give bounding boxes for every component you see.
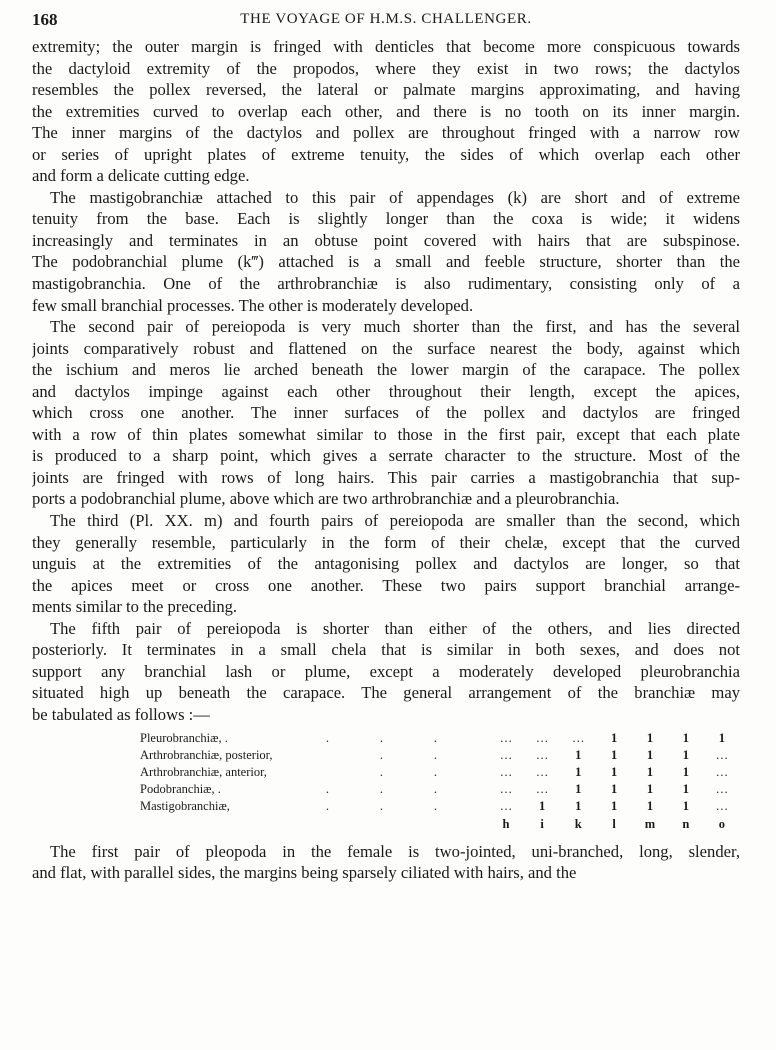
leader-dot: . [433,764,437,779]
row-label: Mastigobranchiæ, [140,799,230,814]
table-row [140,764,740,781]
table-cell: 1 [611,747,618,762]
leader-dot: . [325,799,329,814]
table-row [140,730,740,747]
table-cell: … [571,730,585,745]
table-cell: … [715,747,729,762]
table-cell: 1 [682,730,689,745]
text-line: is produced to a sharp point, which gives a serrate character to the structure. Most of the [32,446,740,466]
leader-dot: . [379,782,383,797]
text-line: posteriorly. It terminates in a small chela that is similar in both sexes, and does not [32,640,740,660]
table-cell: … [499,747,513,762]
text-line: The mastigobranchiæ attached to this pair of appendages (k) are short and of extreme [50,187,740,207]
text-line: or series of upright plates of extreme tenuity, the sides of which overlap each other [32,144,740,164]
leader-dot: . [433,747,437,762]
text-line: increasingly and terminates in an obtuse point covered with hairs that are subspinose. [32,230,740,250]
table-cell: 1 [682,782,689,797]
column-letter: n [682,816,690,831]
spacer [326,816,380,833]
table-row [140,747,740,764]
text-line: The fifth pair of pereiopoda is shorter than either of the others, and lies directed [50,618,740,638]
leader-dot: . [379,799,383,814]
text-line: and dactylos impinge against each other throughout their length, except the apices, [32,381,740,401]
row-label: Pleurobranchiæ, . [140,730,228,745]
leader-dot: . [433,799,437,814]
text-line: few small branchial processes. The other is moderately developed. [32,295,474,315]
table-cell: … [499,730,513,745]
table-cell: … [715,782,729,797]
column-letter: k [574,816,582,831]
branchiae-table [140,730,740,833]
leader-dot: . [433,782,437,797]
table-cell: 1 [611,764,618,779]
paragraph [32,510,740,618]
text-line: The podobranchial plume (k‴) attached is a small and feeble structure, shorter than the [32,252,740,272]
table-cell: 1 [718,730,725,745]
table-cell: … [715,764,729,779]
text-line: and flat, with parallel sides, the margins being sparsely ciliated with hairs, and the [32,863,577,883]
table-cell: … [499,764,513,779]
text-line: extremity; the outer margin is fringed with denticles that become more conspicuous towards [32,37,740,56]
row-label: Podobranchiæ, . [140,782,221,797]
text-line: tenuity from the base. Each is slightly longer than the coxa is wide; it widens [32,209,740,229]
page-header [32,10,740,34]
spacer [434,816,488,833]
text-line: The second pair of pereiopoda is very much shorter than the first, and has the several [50,317,740,337]
table-cell: 1 [682,747,689,762]
page-number: 168 [32,10,58,29]
leader-dot: . [325,782,329,797]
column-letter: h [502,816,510,831]
table-cell: 1 [575,799,582,814]
text-line: mastigobranchia. One of the arthrobranchiæ is also rudimentary, consisting only of a [32,274,740,294]
spacer [380,816,434,833]
text-line: The inner margins of the dactylos and pollex are throughout fringed with a narrow row [32,123,740,143]
table-cell: 1 [646,764,654,779]
spacer [140,816,326,833]
table-cell: … [715,799,729,814]
leader-dot: . [379,747,383,762]
body-text [32,36,740,884]
table-cell: … [535,730,549,745]
table-cell: 1 [682,799,689,814]
text-line: resembles the pollex reversed, the lateral or palmate margins approximating, and having [32,80,740,100]
text-line: they generally resemble, particularly in the form of their chelæ, except that the curved [32,532,740,552]
text-line: joints are fringed with rows of long hairs. This pair carries a mastigobranchia that sup- [32,467,740,487]
table-cell: 1 [575,764,582,779]
text-line: which cross one another. The inner surfaces of the pollex and dactylos are fringed [32,403,740,423]
table-cell: 1 [538,799,546,814]
table-row [140,781,740,798]
column-letters-row [140,816,740,833]
text-line: The third (Pl. XX. m) and fourth pairs of pereiopoda are smaller than the second, which [50,511,740,531]
table-cell: … [535,764,549,779]
table-cell: 1 [611,782,618,797]
text-line: ports a podobranchial plume, above which are two arthrobranchiæ and a pleurobranchia. [32,489,620,509]
table-cell: 1 [646,799,654,814]
table-row [140,798,740,815]
paragraph [32,618,740,726]
row-label: Arthrobranchiæ, posterior, [140,747,273,762]
leader-dot: . [379,730,383,745]
table-cell: 1 [646,782,654,797]
table-cell: … [535,747,549,762]
table-cell: … [499,799,513,814]
leader-dot [326,747,380,764]
leader-dot: . [325,730,329,745]
text-line: unguis at the extremities of the antagonising pollex and dactylos are longer, so that [32,554,740,574]
text-line: situated high up beneath the carapace. The general arrangement of the branchiæ may [32,683,740,703]
text-line: and form a delicate cutting edge. [32,166,250,186]
table-cell: 1 [575,747,582,762]
table-cell: 1 [611,799,618,814]
leader-dot: . [379,764,383,779]
column-letter: o [718,816,725,831]
paragraph [32,36,740,187]
table-cell: 1 [575,782,582,797]
running-head: THE VOYAGE OF H.M.S. CHALLENGER. [240,11,532,27]
table-cell: 1 [646,730,654,745]
text-line: the ischium and meros lie arched beneath the lower margin of the carapace. The pollex [32,360,740,380]
table-cell: … [535,782,549,797]
text-line: be tabulated as follows :— [32,704,210,724]
text-line: support any branchial lash or plume, except a moderately developed pleurobranchia [32,661,740,681]
text-line: the extremities curved to overlap each other, and there is no tooth on its inner margin. [32,101,740,121]
paragraph [32,187,740,316]
column-letter: l [612,816,616,831]
paragraph [32,316,740,510]
text-line: ments similar to the preceding. [32,597,238,617]
text-line: the dactyloid extremity of the propodos, where they exist in two rows; the dactylos [32,58,740,78]
column-letter: m [644,816,656,831]
paragraph [32,841,740,884]
table-cell: 1 [646,747,654,762]
text-line: The first pair of pleopoda in the female is two-jointed, uni-branched, long, slender, [50,841,740,861]
text-line: the apices meet or cross one another. These two pairs support branchial arrange- [32,575,740,595]
leader-dot: . [433,730,437,745]
leader-dot [326,764,380,781]
table-cell: 1 [611,730,618,745]
column-letter: i [540,816,544,831]
table-cell: 1 [682,764,689,779]
row-label: Arthrobranchiæ, anterior, [140,764,267,779]
text-line: joints comparatively robust and flattened on the surface nearest the body, against which [32,338,740,358]
text-line: with a row of thin plates somewhat similar to those in the first pair, except that each plate [32,424,740,444]
table-cell: … [499,782,513,797]
